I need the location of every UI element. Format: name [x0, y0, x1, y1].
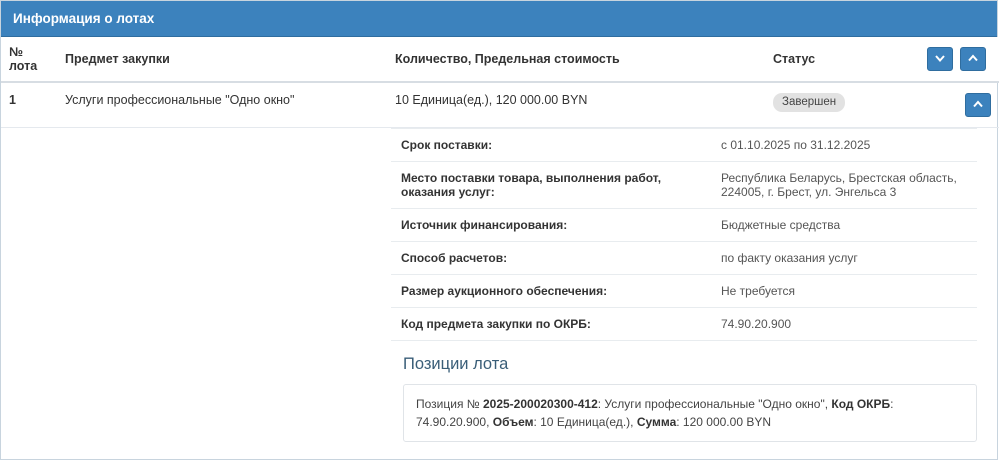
- header-subject: Предмет закупки: [57, 37, 387, 82]
- position-code: 2025-200020300-412: [482, 397, 598, 411]
- position-okrb-value: : 74.90.20.900,: [416, 397, 894, 429]
- detail-value: по факту оказания услуг: [711, 242, 977, 275]
- detail-label: Код предмета закупки по ОКРБ:: [391, 308, 711, 341]
- position-name: : Услуги профессиональные "Одно окно",: [597, 397, 832, 411]
- detail-item: [391, 209, 977, 242]
- row-collapse-toggle-button[interactable]: [965, 93, 991, 117]
- cell-subject: Услуги профессиональные "Одно окно": [57, 82, 387, 128]
- detail-label: Размер аукционного обеспечения:: [391, 275, 711, 308]
- collapse-all-button[interactable]: [927, 47, 953, 71]
- expand-all-button[interactable]: [960, 47, 986, 71]
- detail-value: Не требуется: [711, 275, 977, 308]
- position-volume-label: Объем: [492, 415, 534, 429]
- header-lot-number: № лота: [1, 37, 57, 82]
- panel-title: Информация о лотах: [1, 1, 997, 37]
- position-sum-label: Сумма: [636, 415, 677, 429]
- cell-quantity: 10 Единица(ед.), 120 000.00 BYN: [387, 82, 765, 128]
- table-header-row: [1, 37, 999, 82]
- detail-item: [391, 308, 977, 341]
- header-quantity: Количество, Предельная стоимость: [387, 37, 765, 82]
- detail-label: Место поставки товара, выполнения работ, оказания услуг:: [391, 162, 711, 209]
- detail-item: [391, 162, 977, 209]
- detail-label: Источник финансирования:: [391, 209, 711, 242]
- detail-label: Срок поставки:: [391, 129, 711, 162]
- cell-actions: [915, 82, 999, 128]
- position-volume-value: : 10 Единица(ед.),: [533, 415, 637, 429]
- lot-detail-row: [1, 128, 999, 459]
- list-item: [403, 384, 977, 442]
- cell-status: [765, 82, 915, 128]
- detail-value: Республика Беларусь, Брестская область, 224005, г. Брест, ул. Энгельса 3: [711, 162, 977, 209]
- detail-item: [391, 129, 977, 162]
- lots-table: [1, 37, 999, 458]
- positions-title: Позиции лота: [403, 355, 509, 373]
- lot-detail-panel: [1, 128, 999, 458]
- lot-detail-table: [391, 128, 977, 341]
- position-sum-value: : 120 000.00 BYN: [676, 415, 771, 429]
- cell-lot-number: 1: [1, 82, 57, 128]
- position-prefix: Позиция №: [416, 397, 483, 411]
- detail-label: Способ расчетов:: [391, 242, 711, 275]
- position-okrb-label: Код ОКРБ: [831, 397, 891, 411]
- header-actions: [915, 37, 999, 82]
- detail-item: [391, 275, 977, 308]
- detail-value: 74.90.20.900: [711, 308, 977, 341]
- detail-item: [391, 242, 977, 275]
- header-status: Статус: [765, 37, 915, 82]
- detail-value: с 01.10.2025 по 31.12.2025: [711, 129, 977, 162]
- status-badge: Завершен: [773, 93, 845, 112]
- table-row[interactable]: [1, 82, 999, 128]
- detail-value: Бюджетные средства: [711, 209, 977, 242]
